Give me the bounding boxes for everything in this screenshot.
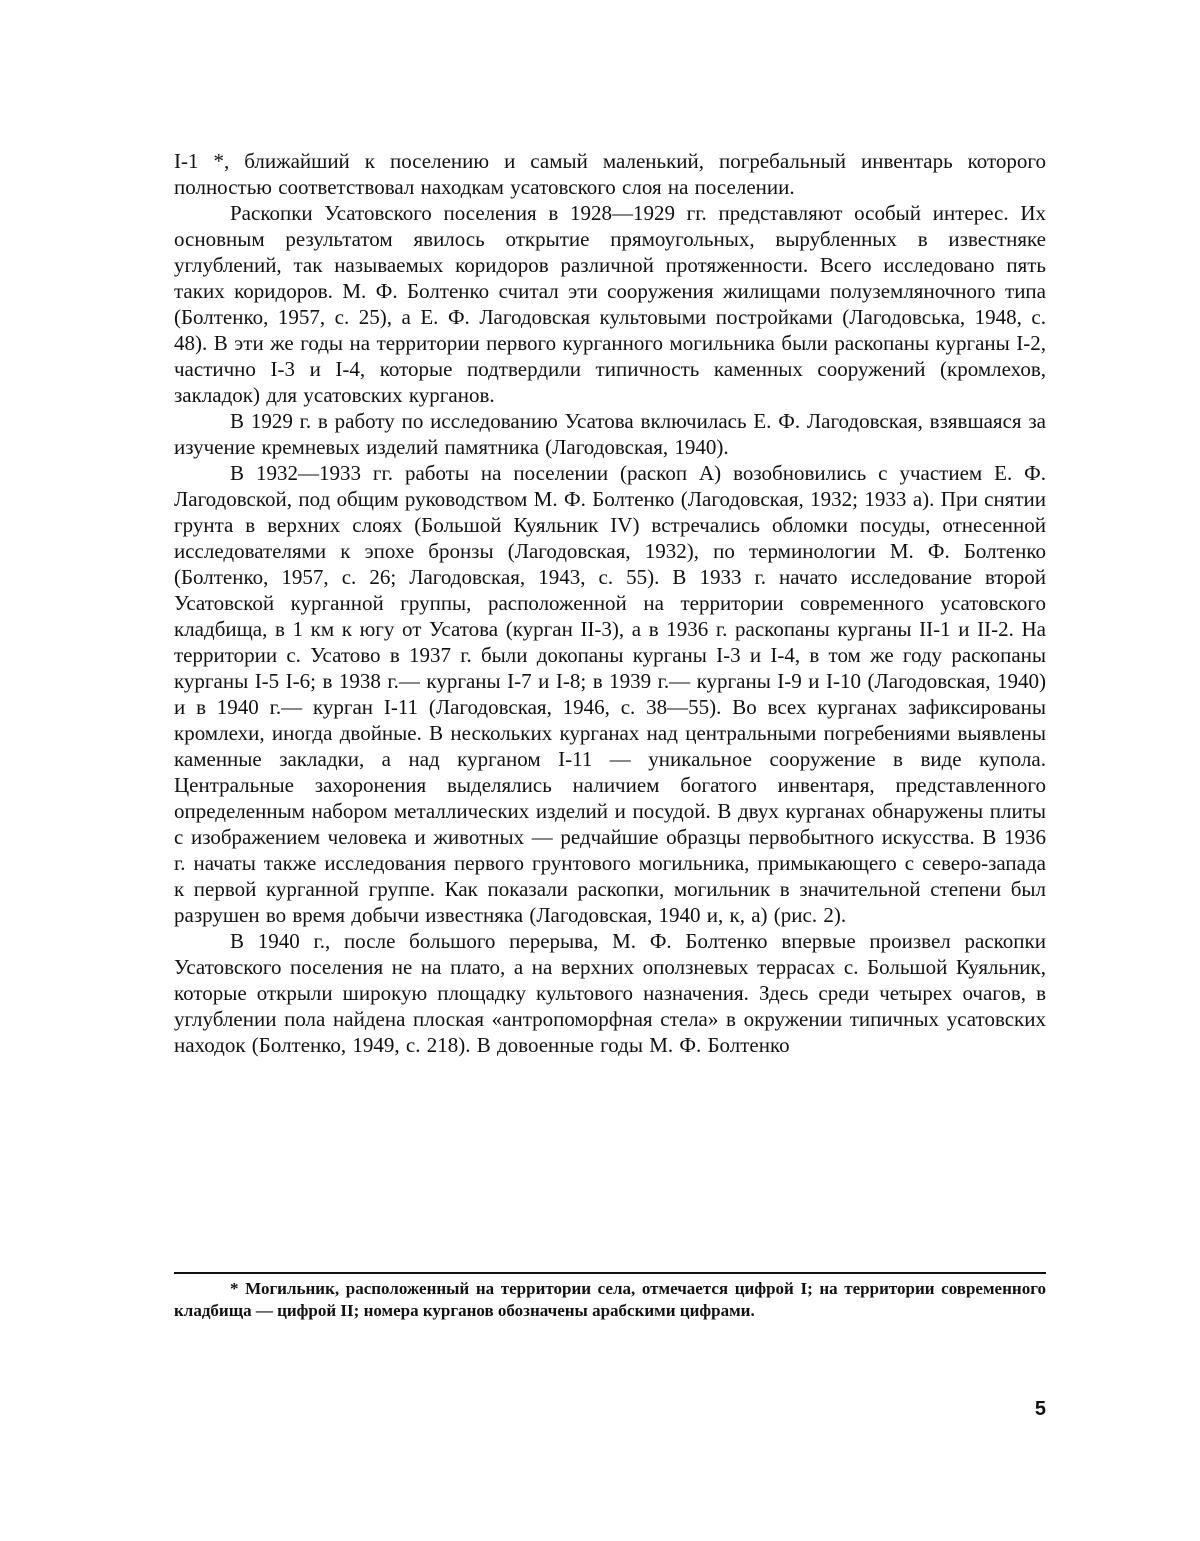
page-number: 5 bbox=[1034, 1398, 1046, 1420]
paragraph-1: І-1 *, ближайший к поселению и самый маленький, погребальный инвентарь которого полностью соответствовал находкам усатовского слоя на поселении. bbox=[174, 149, 1046, 199]
footnote: * Могильник, расположенный на территории села, отмечается цифрой І; на территории современного кладбища — цифрой ІІ; номера курганов обозначены арабскими цифрами. bbox=[174, 1279, 1046, 1320]
paragraph-2: Раскопки Усатовского поселения в 1928—1929 гг. представляют особый интерес. Их основным результатом явилось открытие прямоугольных, вырубленных в известняке углублений, так называемых коридоров различной протяженности. Всего исследовано пять таких коридоров. М. Ф. Болтенко считал эти сооружения жилищами полуземляночного типа (Болтенко, 1957, с. 25), а Е. Ф. Лагодовская культовыми постройками (Лагодовська, 1948, с. 48). В эти же годы на территории первого курганного могильника были раскопаны курганы І-2, частично І-3 и І-4, которые подтвердили типичность каменных сооружений (кромлехов, закладок) для усатовских курганов. bbox=[174, 201, 1046, 407]
footnote-divider bbox=[174, 1272, 1046, 1274]
book-page bbox=[174, 148, 1046, 1538]
paragraph-4: В 1932—1933 гг. работы на поселении (раскоп А) возобновились с участием Е. Ф. Лагодовской, под общим руководством М. Ф. Болтенко (Лагодовская, 1932; 1933 а). При снятии грунта в верхних слоях (Большой Куяльник IV) встречались обломки посуды, отнесенной исследователями к эпохе бронзы (Лагодовская, 1932), по терминологии М. Ф. Болтенко (Болтенко, 1957, с. 26; Лагодовская, 1943, с. 55). В 1933 г. начато исследование второй Усатовской курганной группы, расположенной на территории современного усатовского кладбища, в 1 км к югу от Усатова (курган ІІ-3), а в 1936 г. раскопаны курганы ІІ-1 и ІІ-2. На территории с. Усатово в 1937 г. были докопаны курганы І-3 и І-4, в том же году раскопаны курганы І-5 І-6; в 1938 г.— курганы І-7 и І-8; в 1939 г.— курганы І-9 и І-10 (Лагодовская, 1940) и в 1940 г.— курган І-11 (Лагодовская, 1946, с. 38—55). Во всех курганах зафиксированы кромлехи, иногда двойные. В нескольких курганах над центральными погребениями выявлены каменные закладки, а над курганом І-11 — уникальное сооружение в виде купола. Центральные захоронения выделялись наличием богатого инвентаря, представленного определенным набором металлических изделий и посудой. В двух курганах обнаружены плиты с изображением человека и животных — редчайшие образцы первобытного искусства. В 1936 г. начаты также исследования первого грунтового могильника, примыкающего с северо-запада к первой курганной группе. Как показали раскопки, могильник в значительной степени был разрушен во время добычи известняка (Лагодовская, 1940 и, к, а) (рис. 2). bbox=[174, 461, 1046, 927]
paragraph-5: В 1940 г., после большого перерыва, М. Ф. Болтенко впервые произвел раскопки Усатовского поселения не на плато, а на верхних оползневых террасах с. Большой Куяльник, которые открыли широкую площадку культового назначения. Здесь среди четырех очагов, в углублении пола найдена плоская «антропоморфная стела» в окружении типичных усатовских находок (Болтенко, 1949, с. 218). В довоенные годы М. Ф. Болтенко bbox=[174, 929, 1046, 1057]
paragraph-3: В 1929 г. в работу по исследованию Усатова включилась Е. Ф. Лагодовская, взявшаяся за изучение кремневых изделий памятника (Лагодовская, 1940). bbox=[174, 409, 1046, 459]
body-text bbox=[174, 148, 1046, 1058]
